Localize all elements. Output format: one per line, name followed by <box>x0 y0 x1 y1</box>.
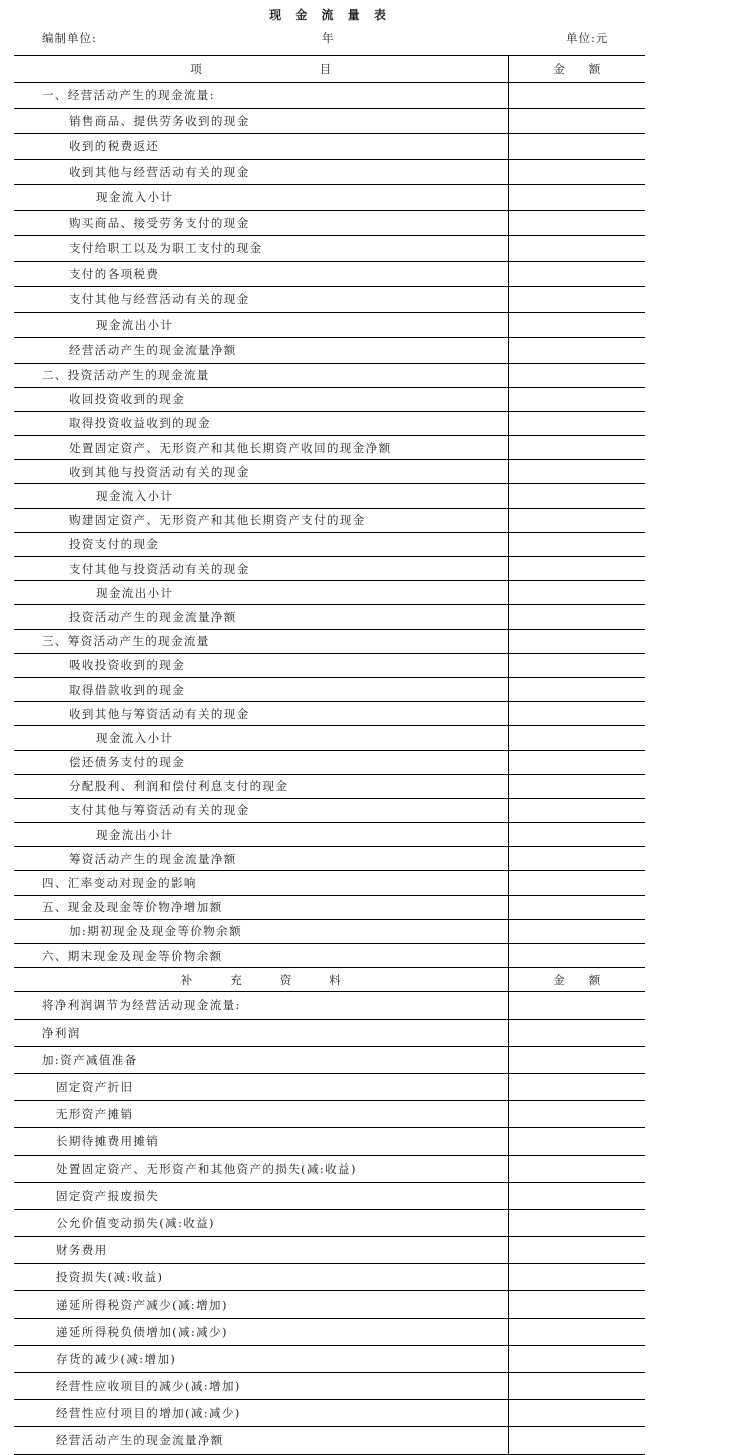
amount-cell[interactable] <box>508 1237 645 1264</box>
row-label: 经营活动产生的现金流量净额 <box>14 338 508 364</box>
amount-cell[interactable] <box>508 1291 645 1318</box>
amount-cell[interactable] <box>508 677 645 701</box>
row-label: 固定资产报废损失 <box>14 1182 508 1209</box>
amount-cell[interactable] <box>508 581 645 605</box>
amount-cell[interactable] <box>508 363 645 387</box>
currency-unit-label: 单位:元 <box>566 31 609 45</box>
row-label: 支付的各项税费 <box>14 261 508 287</box>
table-row <box>14 338 645 364</box>
table-row <box>14 312 645 338</box>
row-label: 二、投资活动产生的现金流量 <box>14 363 508 387</box>
table-row <box>14 363 645 387</box>
table-row <box>14 1019 645 1046</box>
table-row <box>14 774 645 798</box>
supplementary-header: 补充资料 <box>14 968 508 992</box>
table-row <box>14 1427 645 1454</box>
row-label: 三、筹资活动产生的现金流量 <box>14 629 508 653</box>
table-row <box>14 159 645 185</box>
table-row <box>14 1101 645 1128</box>
table-row <box>14 210 645 236</box>
amount-cell[interactable] <box>508 1345 645 1372</box>
amount-cell[interactable] <box>508 210 645 236</box>
amount-cell[interactable] <box>508 823 645 847</box>
row-label: 筹资活动产生的现金流量净额 <box>14 847 508 871</box>
row-label: 现金流入小计 <box>14 484 508 508</box>
table-row <box>14 1073 645 1100</box>
table-row <box>14 702 645 726</box>
row-label: 投资活动产生的现金流量净额 <box>14 605 508 629</box>
table-row <box>14 1318 645 1345</box>
amount-cell[interactable] <box>508 436 645 460</box>
page-title: 现 金 流 量 表 <box>269 8 391 22</box>
row-label: 购买商品、接受劳务支付的现金 <box>14 210 508 236</box>
row-label: 支付其他与经营活动有关的现金 <box>14 287 508 313</box>
amount-cell[interactable] <box>508 287 645 313</box>
row-label: 现金流出小计 <box>14 823 508 847</box>
amount-cell[interactable] <box>508 1318 645 1345</box>
table-row <box>14 798 645 822</box>
table-row <box>14 287 645 313</box>
table-row <box>14 532 645 556</box>
row-label: 净利润 <box>14 1019 508 1046</box>
amount-cell[interactable] <box>508 261 645 287</box>
table-row <box>14 919 645 943</box>
cash-flow-table <box>14 55 645 1455</box>
table-row <box>14 508 645 532</box>
row-label: 公允价值变动损失(减:收益) <box>14 1209 508 1236</box>
amount-cell[interactable] <box>508 185 645 211</box>
row-label: 偿还债务支付的现金 <box>14 750 508 774</box>
row-label: 现金流出小计 <box>14 312 508 338</box>
amount-cell[interactable] <box>508 847 645 871</box>
amount-cell[interactable] <box>508 108 645 134</box>
row-label: 长期待摊费用摊销 <box>14 1128 508 1155</box>
table-row <box>14 236 645 262</box>
table-row <box>14 1345 645 1372</box>
table-row <box>14 895 645 919</box>
table-row <box>14 108 645 134</box>
table-row <box>14 1237 645 1264</box>
row-label: 支付其他与投资活动有关的现金 <box>14 557 508 581</box>
table-row <box>14 1155 645 1182</box>
amount-cell[interactable] <box>508 1046 645 1073</box>
amount-cell[interactable] <box>508 532 645 556</box>
table-row <box>14 557 645 581</box>
row-label: 现金流入小计 <box>14 185 508 211</box>
amount-cell[interactable] <box>508 1373 645 1400</box>
row-label: 支付给职工以及为职工支付的现金 <box>14 236 508 262</box>
row-label: 收到其他与筹资活动有关的现金 <box>14 702 508 726</box>
table-row <box>14 629 645 653</box>
amount-cell[interactable] <box>508 484 645 508</box>
amount-cell[interactable] <box>508 134 645 160</box>
row-label: 取得投资收益收到的现金 <box>14 411 508 435</box>
amount-cell[interactable] <box>508 895 645 919</box>
row-label: 将净利润调节为经营活动现金流量: <box>14 992 508 1019</box>
row-label: 经营性应付项目的增加(减:减少) <box>14 1400 508 1427</box>
row-label: 吸收投资收到的现金 <box>14 653 508 677</box>
row-label: 六、期末现金及现金等价物余额 <box>14 944 508 968</box>
table-row <box>14 1400 645 1427</box>
amount-cell[interactable] <box>508 460 645 484</box>
preparing-unit-label: 编制单位: <box>42 31 97 45</box>
table-row <box>14 750 645 774</box>
amount-cell[interactable] <box>508 1400 645 1427</box>
row-label: 经营性应收项目的减少(减:增加) <box>14 1373 508 1400</box>
table-row <box>14 460 645 484</box>
table-row <box>14 944 645 968</box>
amount-cell[interactable] <box>508 702 645 726</box>
row-label: 一、经营活动产生的现金流量: <box>14 83 508 109</box>
row-label: 现金流出小计 <box>14 581 508 605</box>
amount-cell[interactable] <box>508 387 645 411</box>
amount-cell[interactable] <box>508 1128 645 1155</box>
amount-column-header: 金额 <box>508 56 645 83</box>
amount-cell[interactable] <box>508 411 645 435</box>
amount-cell[interactable] <box>508 629 645 653</box>
table-row <box>14 484 645 508</box>
row-label: 四、汇率变动对现金的影响 <box>14 871 508 895</box>
row-label: 无形资产摊销 <box>14 1101 508 1128</box>
row-label: 经营活动产生的现金流量净额 <box>14 1427 508 1454</box>
row-label: 固定资产折旧 <box>14 1073 508 1100</box>
row-label: 收到其他与经营活动有关的现金 <box>14 159 508 185</box>
row-label: 销售商品、提供劳务收到的现金 <box>14 108 508 134</box>
row-label: 存货的减少(减:增加) <box>14 1345 508 1372</box>
table-row <box>14 1373 645 1400</box>
amount-cell[interactable] <box>508 1073 645 1100</box>
item-column-header: 项目 <box>14 56 508 83</box>
table-row <box>14 992 645 1019</box>
row-label: 投资支付的现金 <box>14 532 508 556</box>
supplementary-amount-header: 金额 <box>508 968 645 992</box>
row-label: 递延所得税负债增加(减:减少) <box>14 1318 508 1345</box>
row-label: 分配股利、利润和偿付利息支付的现金 <box>14 774 508 798</box>
amount-cell[interactable] <box>508 1019 645 1046</box>
amount-cell[interactable] <box>508 557 645 581</box>
row-label: 支付其他与筹资活动有关的现金 <box>14 798 508 822</box>
amount-cell[interactable] <box>508 1209 645 1236</box>
table-row <box>14 387 645 411</box>
amount-cell[interactable] <box>508 312 645 338</box>
amount-cell[interactable] <box>508 508 645 532</box>
table-row <box>14 605 645 629</box>
table-row <box>14 411 645 435</box>
row-label: 收到其他与投资活动有关的现金 <box>14 460 508 484</box>
table-row <box>14 1264 645 1291</box>
table-row <box>14 823 645 847</box>
table-row <box>14 677 645 701</box>
amount-cell[interactable] <box>508 944 645 968</box>
table-row <box>14 436 645 460</box>
row-label: 处置固定资产、无形资产和其他长期资产收回的现金净额 <box>14 436 508 460</box>
table-row <box>14 1128 645 1155</box>
amount-cell[interactable] <box>508 653 645 677</box>
amount-cell[interactable] <box>508 774 645 798</box>
table-row <box>14 261 645 287</box>
amount-cell[interactable] <box>508 726 645 750</box>
amount-cell[interactable] <box>508 1155 645 1182</box>
table-row <box>14 726 645 750</box>
row-label: 处置固定资产、无形资产和其他资产的损失(减:收益) <box>14 1155 508 1182</box>
row-label: 递延所得税资产减少(减:增加) <box>14 1291 508 1318</box>
amount-cell[interactable] <box>508 1182 645 1209</box>
amount-cell[interactable] <box>508 159 645 185</box>
table-row <box>14 1291 645 1318</box>
amount-cell[interactable] <box>508 83 645 109</box>
row-label: 收回投资收到的现金 <box>14 387 508 411</box>
amount-cell[interactable] <box>508 992 645 1019</box>
year-label: 年 <box>322 31 335 45</box>
supplementary-header-row <box>14 968 645 992</box>
table-header-row <box>14 56 645 83</box>
table-row <box>14 653 645 677</box>
amount-cell[interactable] <box>508 605 645 629</box>
table-row <box>14 581 645 605</box>
table-row <box>14 1046 645 1073</box>
amount-cell[interactable] <box>508 871 645 895</box>
table-row <box>14 1209 645 1236</box>
table-row <box>14 871 645 895</box>
row-label: 现金流入小计 <box>14 726 508 750</box>
table-row <box>14 83 645 109</box>
amount-cell[interactable] <box>508 798 645 822</box>
amount-cell[interactable] <box>508 1427 645 1454</box>
amount-cell[interactable] <box>508 1101 645 1128</box>
table-row <box>14 185 645 211</box>
amount-cell[interactable] <box>508 919 645 943</box>
row-label: 财务费用 <box>14 1237 508 1264</box>
amount-cell[interactable] <box>508 750 645 774</box>
amount-cell[interactable] <box>508 1264 645 1291</box>
amount-cell[interactable] <box>508 236 645 262</box>
row-label: 收到的税费返还 <box>14 134 508 160</box>
row-label: 购建固定资产、无形资产和其他长期资产支付的现金 <box>14 508 508 532</box>
row-label: 取得借款收到的现金 <box>14 677 508 701</box>
row-label: 五、现金及现金等价物净增加额 <box>14 895 508 919</box>
row-label: 加:期初现金及现金等价物余额 <box>14 919 508 943</box>
table-row <box>14 134 645 160</box>
row-label: 投资损失(减:收益) <box>14 1264 508 1291</box>
table-row <box>14 1182 645 1209</box>
row-label: 加:资产减值准备 <box>14 1046 508 1073</box>
table-row <box>14 847 645 871</box>
amount-cell[interactable] <box>508 338 645 364</box>
